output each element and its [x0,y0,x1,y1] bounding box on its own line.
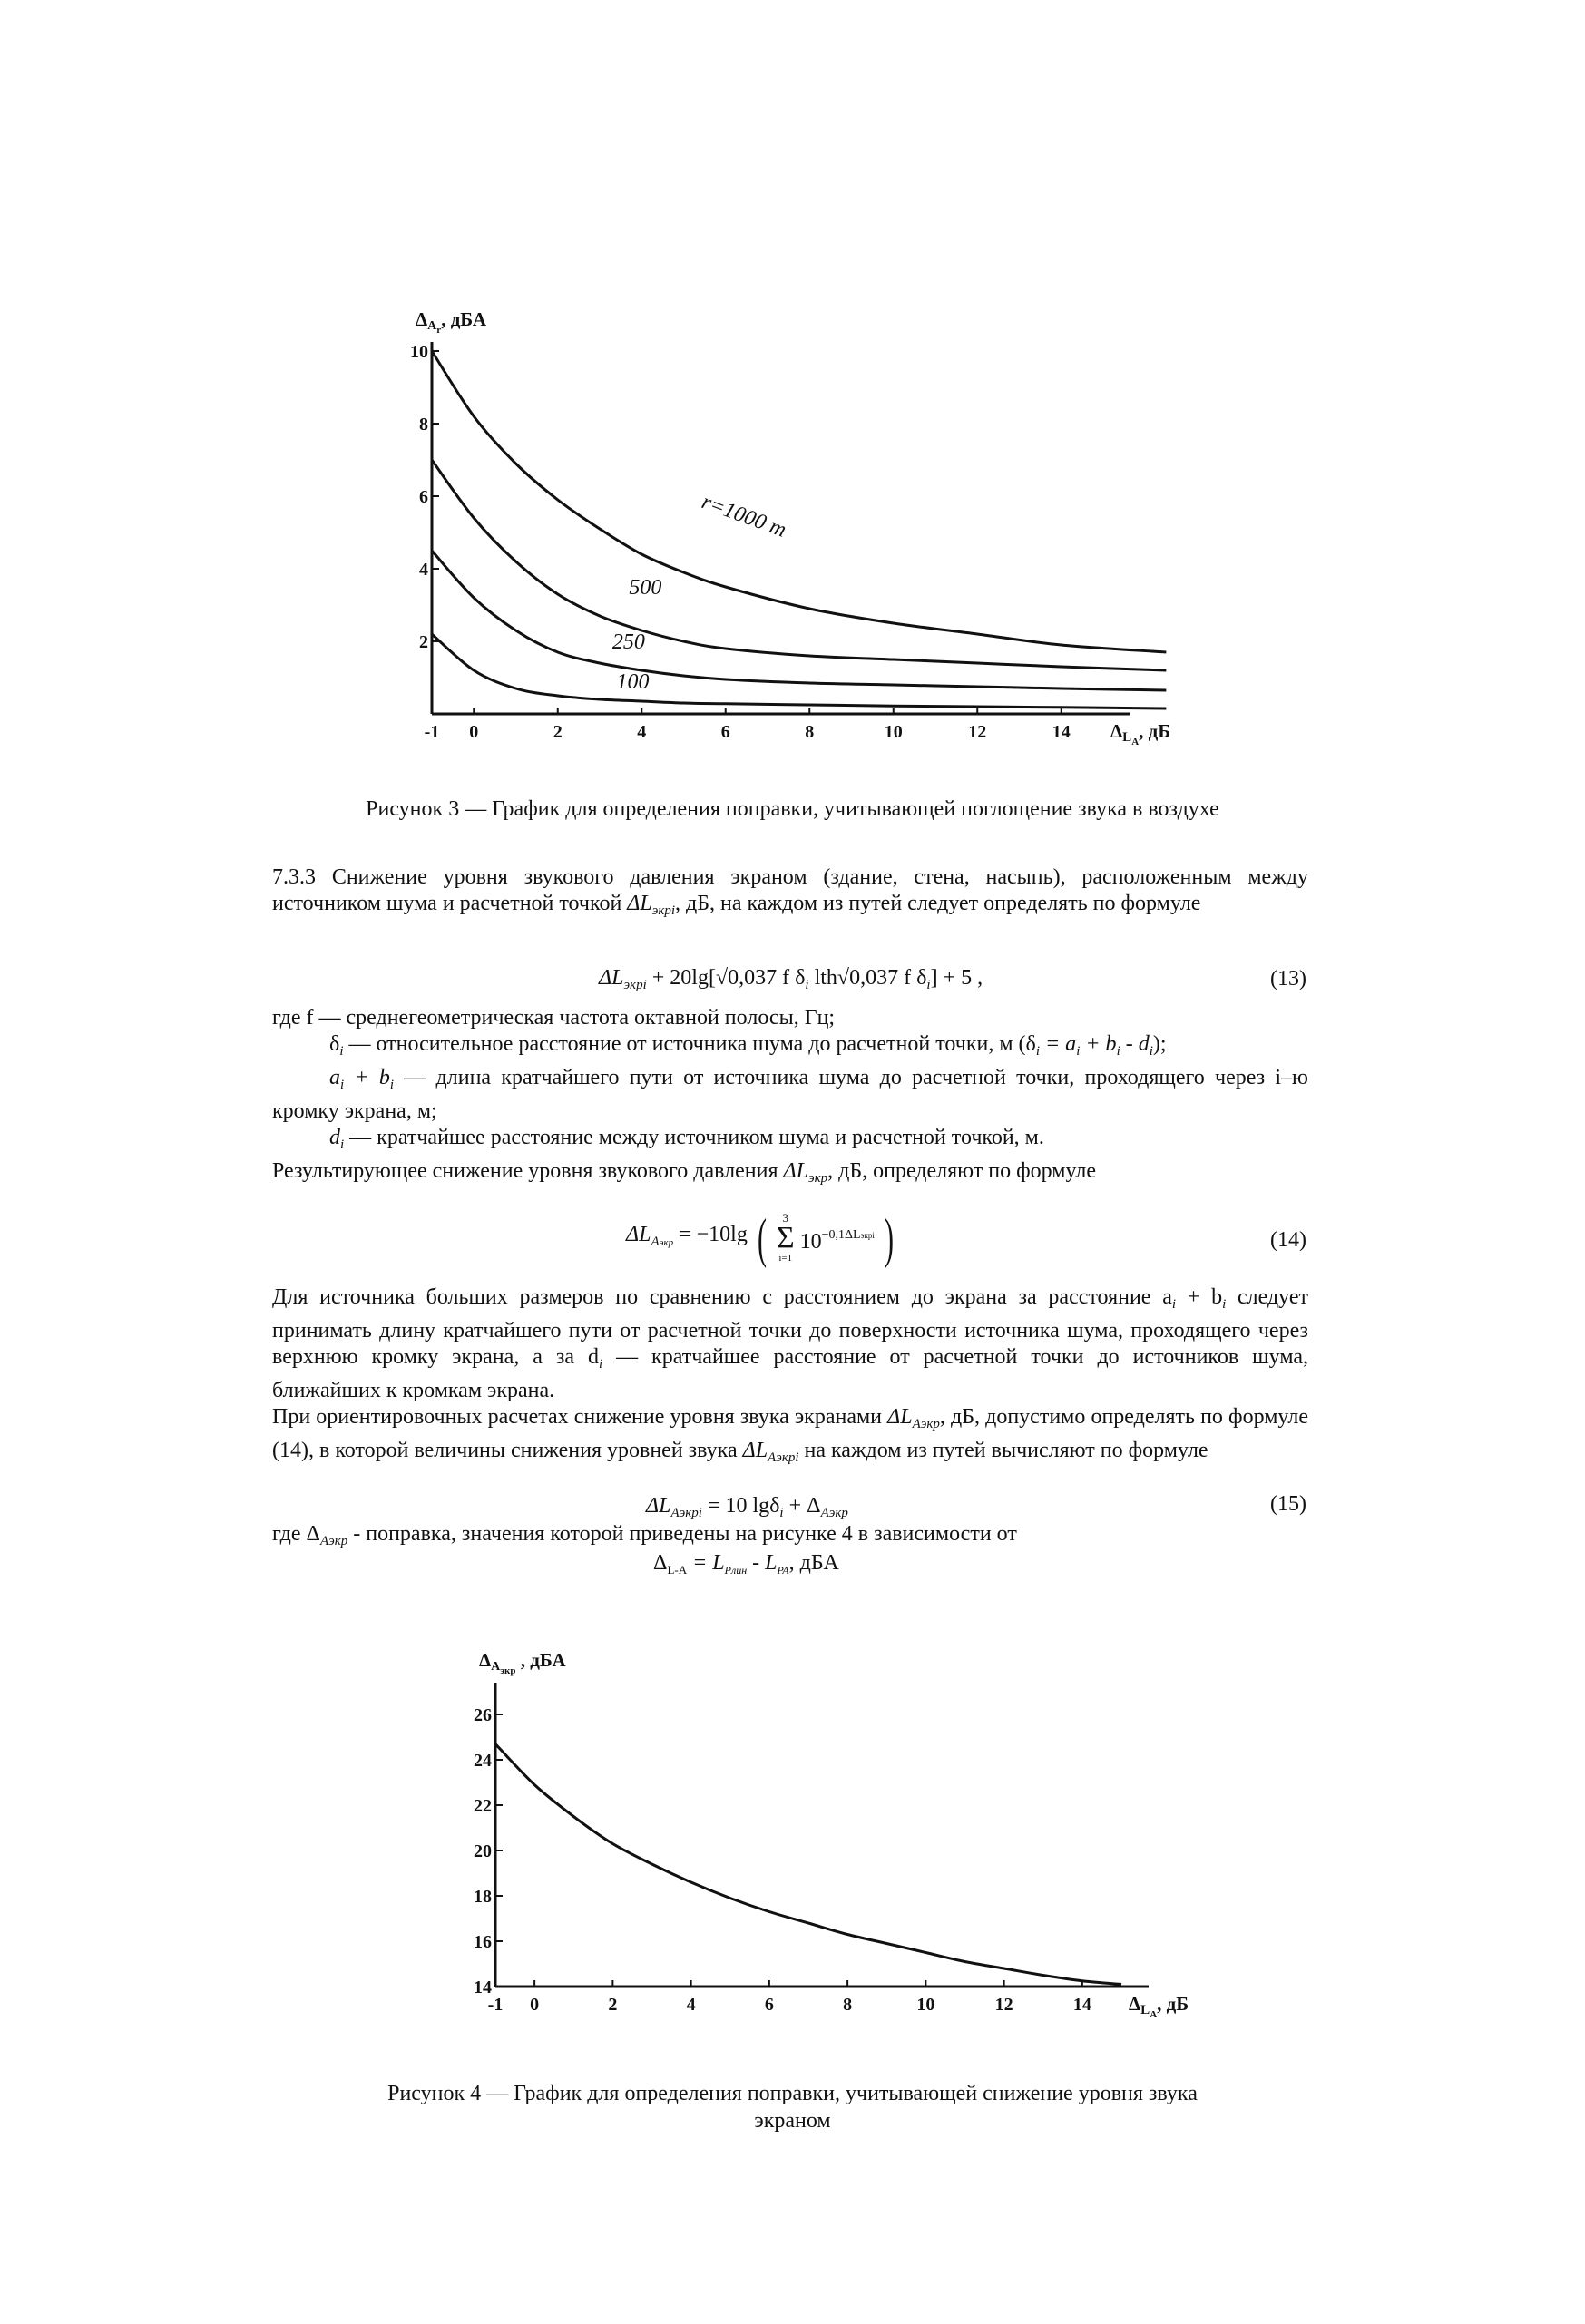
f13-mid: lth√0,037 f δ [808,966,927,990]
figure4-svg [435,1615,1189,2050]
figure3-caption: Рисунок 3 — График для определения поправки, учитывающей поглощение звука в воздухе [366,797,1219,821]
def-f-text: где f — среднегеометрическая частота октавной полосы, Гц; [272,1006,836,1030]
eq-number-14: (14) [1270,1228,1306,1252]
result-text-1: Результирующее снижение уровня звукового давления [272,1159,784,1183]
large-a-sub: i [1171,1297,1177,1312]
f14-lparen: ( [757,1208,767,1268]
f14-sigma: Σ [776,1221,795,1255]
x-tick-label: -1 [424,722,440,742]
f14-exp-sub: экрi [860,1230,875,1240]
eq-number-13: (13) [1270,967,1306,991]
figure3-chart [381,308,1179,757]
y-tick-label: 8 [419,415,428,435]
def-f [272,1005,1308,1031]
y-tick-label: 6 [419,487,428,507]
approx-text-3: на каждом из путей вычисляют по формуле [798,1439,1208,1462]
x-tick-label: 14 [1052,722,1071,742]
dla-delta: Δ [653,1551,668,1575]
f13-lhs: ΔL [599,966,624,990]
def-delta-b: + b [1080,1032,1117,1056]
f14-sum-top: 3 [782,1211,788,1225]
def-delta-d-sub: i [1149,1044,1153,1059]
approx-sym2-sub: Aэкрi [768,1450,799,1465]
y-tick-label: 2 [419,632,428,652]
x-tick-label: -1 [487,1995,504,2015]
dla-eq: = L [687,1551,725,1575]
approx-sym: ΔL [887,1405,913,1429]
f15-i: i [779,1506,784,1520]
result-sym: ΔL [783,1159,808,1183]
x-tick-label: 10 [916,1995,935,2015]
def-delta-sub: i [339,1044,344,1059]
f15-lhs: ΔL [646,1494,671,1518]
p733-symbol: ΔL [627,892,652,915]
x-tick-label: 14 [1072,1995,1091,2015]
def-delta-end: ); [1152,1032,1167,1056]
x-tick-label: 12 [994,1995,1013,2015]
def-ab [272,1065,1308,1125]
x-tick-label: 2 [608,1995,618,2015]
def-ab-b: + b [344,1066,390,1089]
x-axis-label: ΔLA, дБ [1110,720,1171,747]
y-tick-label: 18 [474,1887,492,1907]
def-delta-b-sub: i [1116,1044,1120,1059]
formula-13 [599,964,983,999]
y-tick-label: 4 [419,560,428,580]
def-delta-sym: δ [329,1032,340,1056]
dla-minus: - L [747,1551,778,1575]
def-ab-text: — длина кратчайшего пути от источника шума до расчетной точки, проходящего через i–ю кромку экрана, м; [272,1066,1308,1123]
dla-sub: L-A [667,1563,688,1577]
where15-text-1: где Δ [272,1522,320,1546]
y-tick-label: 16 [474,1932,492,1952]
result-sym-sub: экр [807,1171,828,1186]
def-d [272,1125,1308,1158]
curve-label-3: 250 [611,630,645,654]
y-tick-label: 24 [474,1751,492,1771]
series-line-2 [432,460,1166,670]
formula-14 [626,1208,898,1274]
def-ab-a-sub: i [340,1078,345,1092]
f14-exp: −0,1ΔL [821,1227,861,1242]
approx-text-2: , дБ, допустимо определять по формуле (14), в которой величины снижения уровней звука [272,1405,1308,1462]
f13-lhs-sub: экрi [623,978,647,992]
x-tick-label: 0 [469,722,479,742]
x-tick-label: 2 [553,722,563,742]
dla-sub3: PA [777,1564,789,1577]
x-tick-label: 6 [720,722,730,742]
large-text-3: — кратчайшее расстояние от расчетной точки до источников шума, ближайших к кромкам экрана. [272,1345,1308,1402]
y-tick-label: 22 [474,1796,492,1816]
x-tick-label: 12 [968,722,987,742]
series-line-3 [432,551,1166,690]
f14-lhs-sub: A [651,1234,660,1249]
large-text-1: Для источника больших размеров по сравнению с расстоянием до экрана за расстояние a [272,1285,1172,1309]
def-delta-a: = a [1039,1032,1077,1056]
def-d-text: — кратчайшее расстояние между источником шума и расчетной точкой, м. [344,1126,1044,1149]
p733-symbol-sub: экрi [651,903,676,918]
y-tick-label: 10 [410,342,428,362]
figure4-caption-line2: экраном [754,2109,831,2133]
f14-sum [777,1212,795,1265]
eq-number-15: (15) [1270,1492,1306,1516]
paragraph-large-source [272,1284,1308,1404]
where15-text-2: - поправка, значения которой приведены на рисунке 4 в зависимости от [347,1522,1017,1546]
def-ab-a: a [329,1066,340,1089]
large-b-sub: i [1222,1297,1227,1312]
x-tick-label: 0 [530,1995,540,2015]
x-axis-label: ΔLA, дБ [1129,1993,1189,2020]
y-tick-label: 26 [474,1705,492,1725]
figure4-caption-line1: Рисунок 4 — График для определения поправки, учитывающей снижение уровня звука [387,2082,1198,2105]
def-ab-b-sub: i [389,1078,395,1092]
f15-lhs-sub: Aэкрi [670,1506,702,1520]
definitions-13 [272,1005,1308,1192]
dla-sub2: Pлин [724,1564,748,1577]
dla-unit: , дБА [788,1551,839,1575]
approx-sym2: ΔL [742,1439,768,1462]
result-text-2: , дБ, определяют по формуле [827,1159,1097,1183]
f14-sum-bot: i=1 [778,1253,793,1264]
p733-text-2: , дБ, на каждом из путей следует определять по формуле [675,892,1201,915]
y-axis-label: ΔAэкр , дБА [479,1649,566,1676]
f14-rparen: ) [884,1208,894,1268]
large-text-2: следует принимать длину кратчайшего пути от расчетной точки до поверхности источника шума, проходящего через верхнюю кромку экрана, а за d [272,1285,1308,1369]
x-tick-label: 8 [805,722,815,742]
x-tick-label: 4 [686,1995,696,2015]
f14-base: 10 [799,1229,822,1254]
where15-sub: Aэкр [319,1534,348,1548]
figure3-svg [381,308,1179,757]
p733-text-1: 7.3.3 Снижение уровня звукового давления экраном (здание, стена, насыпь), расположенным между источником шума и расчетной точкой [272,865,1308,915]
f14-eq: = −10lg [673,1222,748,1246]
def-d-sub: i [340,1138,345,1152]
delta-la-formula [653,1549,839,1584]
f15-sub2: Aэкр [820,1506,848,1520]
def-delta [272,1031,1308,1065]
large-b: + b [1176,1285,1223,1309]
f13-i2: i [926,978,931,992]
y-axis-label: ΔAr, дБА [416,308,487,336]
x-tick-label: 6 [764,1995,774,2015]
def-delta-text: — относительное расстояние от источника шума до расчетной точки, м (δ [343,1032,1036,1056]
curve-label-2: 500 [629,576,662,600]
series-line-1 [495,1744,1121,1985]
y-tick-label: 20 [474,1841,492,1861]
def-delta-a-sub: i [1076,1044,1081,1059]
paragraph-approx [272,1404,1308,1471]
paragraph-7-3-3 [272,864,1308,924]
def-delta-d: - d [1120,1032,1150,1056]
curve-label-1: r=1000 m [698,490,789,542]
f13-i: i [805,978,809,992]
figure4-chart [435,1615,1189,2050]
f15-plus: + Δ [783,1494,821,1518]
f13-body: + 20lg[√0,037 f δ [646,966,806,990]
f13-end: ] + 5 , [930,966,983,990]
approx-text-1: При ориентировочных расчетах снижение уровня звука экранами [272,1405,888,1429]
f15-rest: = 10 lgδ [701,1494,780,1518]
y-tick-label: 14 [474,1977,492,1997]
approx-sym-sub: Aэкр [912,1417,940,1431]
result-intro [272,1158,1308,1192]
f14-lhs-sub2: экр [659,1236,674,1248]
x-tick-label: 8 [843,1995,853,2015]
curve-label-4: 100 [616,670,650,694]
large-d-sub: i [598,1357,603,1372]
x-tick-label: 4 [637,722,647,742]
series-line-1 [432,351,1166,652]
def-delta-sub2: i [1035,1044,1040,1059]
x-tick-label: 10 [884,722,903,742]
def-d-sym: d [329,1126,340,1149]
f14-lhs: ΔL [626,1222,651,1246]
